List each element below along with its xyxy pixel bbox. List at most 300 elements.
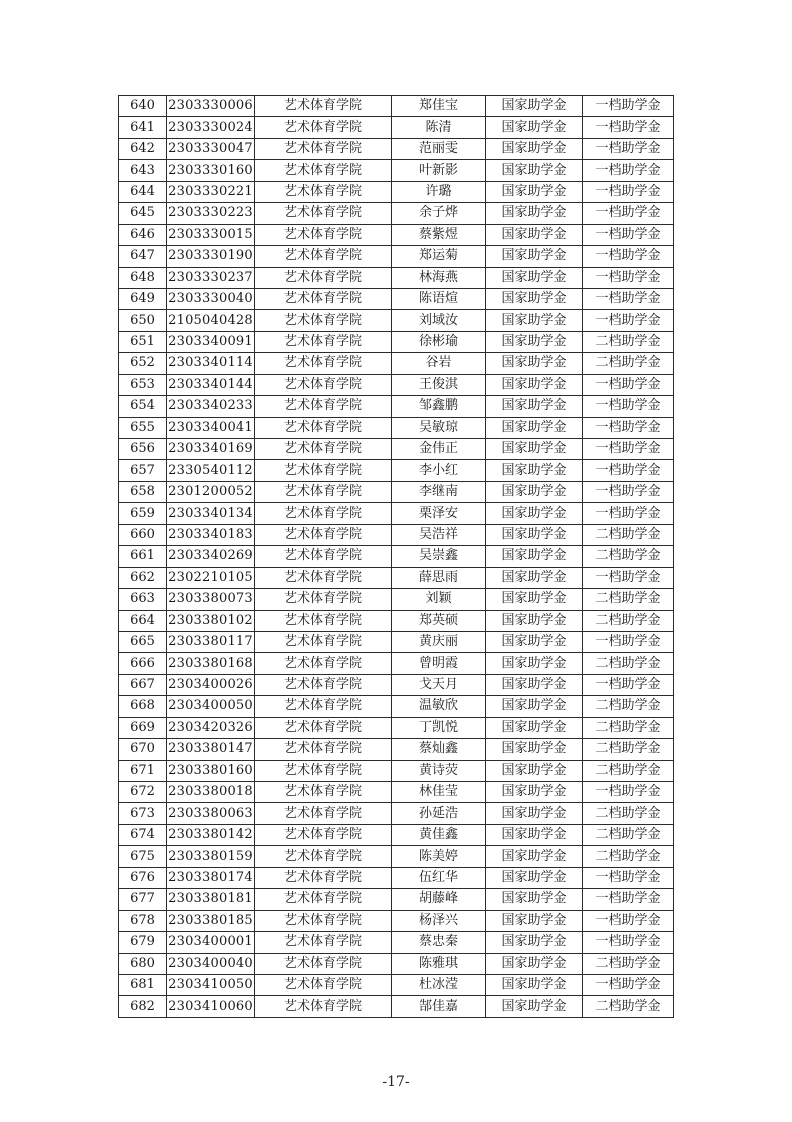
grant-level-cell: 一档助学金 [583,481,674,502]
grant-type-cell: 国家助学金 [486,782,583,803]
grant-type-cell: 国家助学金 [486,310,583,331]
student-id-cell: 2303400050 [167,696,255,717]
table-row [119,181,674,202]
student-id-cell: 2303340144 [167,374,255,395]
row-index-cell: 656 [119,439,167,460]
table-row [119,760,674,781]
grant-level-cell: 一档助学金 [583,117,674,138]
row-index-cell: 643 [119,160,167,181]
row-index-cell: 664 [119,610,167,631]
grant-type-cell: 国家助学金 [486,567,583,588]
grant-type-cell: 国家助学金 [486,653,583,674]
table-row [119,246,674,267]
student-id-cell: 2303380159 [167,846,255,867]
student-id-cell: 2303340114 [167,353,255,374]
student-id-cell: 2303340091 [167,331,255,352]
table-row [119,353,674,374]
college-cell: 艺术体育学院 [255,503,392,524]
row-index-cell: 659 [119,503,167,524]
student-id-cell: 2303340134 [167,503,255,524]
grant-type-cell: 国家助学金 [486,910,583,931]
table-row [119,803,674,824]
student-id-cell: 2303380063 [167,803,255,824]
grant-type-cell: 国家助学金 [486,224,583,245]
student-id-cell: 2303330047 [167,138,255,159]
college-cell: 艺术体育学院 [255,889,392,910]
college-cell: 艺术体育学院 [255,310,392,331]
college-cell: 艺术体育学院 [255,396,392,417]
grant-type-cell: 国家助学金 [486,117,583,138]
student-name-cell: 黄诗荧 [392,760,486,781]
row-index-cell: 648 [119,267,167,288]
student-name-cell: 蔡忠秦 [392,932,486,953]
row-index-cell: 645 [119,203,167,224]
row-index-cell: 668 [119,696,167,717]
student-id-cell: 2303380185 [167,910,255,931]
table-row [119,546,674,567]
row-index-cell: 666 [119,653,167,674]
student-name-cell: 刘颖 [392,589,486,610]
grant-level-cell: 一档助学金 [583,503,674,524]
student-id-cell: 2303380073 [167,589,255,610]
grant-level-cell: 一档助学金 [583,631,674,652]
grant-level-cell: 二档助学金 [583,610,674,631]
grant-level-cell: 二档助学金 [583,760,674,781]
table-row [119,782,674,803]
grant-type-cell: 国家助学金 [486,631,583,652]
student-name-cell: 杜冰滢 [392,974,486,995]
grant-type-cell: 国家助学金 [486,889,583,910]
student-name-cell: 胡藤峰 [392,889,486,910]
student-name-cell: 李小红 [392,460,486,481]
grant-level-cell: 一档助学金 [583,932,674,953]
college-cell: 艺术体育学院 [255,910,392,931]
student-name-cell: 郑佳宝 [392,96,486,117]
student-name-cell: 郜佳嘉 [392,996,486,1017]
table-row [119,910,674,931]
grant-type-cell: 国家助学金 [486,932,583,953]
table-row [119,138,674,159]
student-id-cell: 2303330040 [167,288,255,309]
student-id-cell: 2303410060 [167,996,255,1017]
college-cell: 艺术体育学院 [255,203,392,224]
college-cell: 艺术体育学院 [255,353,392,374]
table-row [119,481,674,502]
grant-level-cell: 一档助学金 [583,374,674,395]
grant-level-cell: 一档助学金 [583,567,674,588]
grant-level-cell: 二档助学金 [583,331,674,352]
table-row [119,331,674,352]
student-id-cell: 2303340269 [167,546,255,567]
college-cell: 艺术体育学院 [255,631,392,652]
grant-level-cell: 一档助学金 [583,246,674,267]
college-cell: 艺术体育学院 [255,653,392,674]
student-id-cell: 2303380102 [167,610,255,631]
grant-level-cell: 二档助学金 [583,653,674,674]
college-cell: 艺术体育学院 [255,96,392,117]
college-cell: 艺术体育学院 [255,374,392,395]
student-name-cell: 林佳莹 [392,782,486,803]
grant-level-cell: 一档助学金 [583,439,674,460]
student-id-cell: 2303340041 [167,417,255,438]
student-name-cell: 邹鑫鹏 [392,396,486,417]
student-id-cell: 2302210105 [167,567,255,588]
table-row [119,953,674,974]
student-name-cell: 李继南 [392,481,486,502]
row-index-cell: 669 [119,717,167,738]
grant-type-cell: 国家助学金 [486,674,583,695]
grant-type-cell: 国家助学金 [486,374,583,395]
student-id-cell: 2303380117 [167,631,255,652]
table-row [119,653,674,674]
student-id-cell: 2303340169 [167,439,255,460]
college-cell: 艺术体育学院 [255,610,392,631]
row-index-cell: 661 [119,546,167,567]
college-cell: 艺术体育学院 [255,974,392,995]
college-cell: 艺术体育学院 [255,932,392,953]
student-id-cell: 2303380147 [167,739,255,760]
table-row [119,267,674,288]
row-index-cell: 640 [119,96,167,117]
college-cell: 艺术体育学院 [255,224,392,245]
student-name-cell: 余子烨 [392,203,486,224]
college-cell: 艺术体育学院 [255,288,392,309]
college-cell: 艺术体育学院 [255,589,392,610]
grant-level-cell: 一档助学金 [583,288,674,309]
grant-type-cell: 国家助学金 [486,589,583,610]
grant-level-cell: 一档助学金 [583,138,674,159]
grant-level-cell: 一档助学金 [583,224,674,245]
table-row [119,674,674,695]
student-name-cell: 金伟正 [392,439,486,460]
grant-type-cell: 国家助学金 [486,288,583,309]
row-index-cell: 672 [119,782,167,803]
table-row [119,224,674,245]
student-id-cell: 2303340233 [167,396,255,417]
student-name-cell: 吴崇鑫 [392,546,486,567]
grant-type-cell: 国家助学金 [486,717,583,738]
grant-type-cell: 国家助学金 [486,503,583,524]
grant-level-cell: 一档助学金 [583,674,674,695]
row-index-cell: 679 [119,932,167,953]
grant-type-cell: 国家助学金 [486,739,583,760]
student-id-cell: 2303330024 [167,117,255,138]
grant-level-cell: 一档助学金 [583,310,674,331]
row-index-cell: 660 [119,524,167,545]
student-name-cell: 黄庆丽 [392,631,486,652]
student-id-cell: 2105040428 [167,310,255,331]
grant-type-cell: 国家助学金 [486,396,583,417]
grant-type-cell: 国家助学金 [486,803,583,824]
grant-level-cell: 一档助学金 [583,96,674,117]
student-name-cell: 丁凯悦 [392,717,486,738]
student-id-cell: 2303330223 [167,203,255,224]
student-id-cell: 2303340183 [167,524,255,545]
college-cell: 艺术体育学院 [255,138,392,159]
grant-level-cell: 一档助学金 [583,867,674,888]
college-cell: 艺术体育学院 [255,160,392,181]
student-name-cell: 郑运菊 [392,246,486,267]
college-cell: 艺术体育学院 [255,846,392,867]
grant-level-cell: 二档助学金 [583,803,674,824]
table-row [119,739,674,760]
row-index-cell: 657 [119,460,167,481]
grant-type-cell: 国家助学金 [486,181,583,202]
row-index-cell: 674 [119,824,167,845]
table-row [119,867,674,888]
grant-level-cell: 一档助学金 [583,974,674,995]
student-name-cell: 伍红华 [392,867,486,888]
student-name-cell: 黄佳鑫 [392,824,486,845]
row-index-cell: 678 [119,910,167,931]
student-name-cell: 林海燕 [392,267,486,288]
student-id-cell: 2303400026 [167,674,255,695]
grant-type-cell: 国家助学金 [486,867,583,888]
grant-level-cell: 一档助学金 [583,267,674,288]
table-row [119,610,674,631]
table-row [119,288,674,309]
student-name-cell: 刘域汝 [392,310,486,331]
grant-type-cell: 国家助学金 [486,610,583,631]
row-index-cell: 675 [119,846,167,867]
student-name-cell: 陈清 [392,117,486,138]
row-index-cell: 642 [119,138,167,159]
college-cell: 艺术体育学院 [255,760,392,781]
student-name-cell: 薛思雨 [392,567,486,588]
grant-level-cell: 一档助学金 [583,396,674,417]
grant-type-cell: 国家助学金 [486,846,583,867]
student-name-cell: 温敏欣 [392,696,486,717]
grant-level-cell: 二档助学金 [583,996,674,1017]
student-name-cell: 戈天月 [392,674,486,695]
grant-type-cell: 国家助学金 [486,953,583,974]
table-row [119,310,674,331]
student-id-cell: 2303330237 [167,267,255,288]
student-name-cell: 吴敏琼 [392,417,486,438]
grant-level-cell: 二档助学金 [583,589,674,610]
student-name-cell: 栗泽安 [392,503,486,524]
row-index-cell: 646 [119,224,167,245]
student-name-cell: 陈雅琪 [392,953,486,974]
student-id-cell: 2303400040 [167,953,255,974]
student-name-cell: 陈美婷 [392,846,486,867]
row-index-cell: 680 [119,953,167,974]
student-id-cell: 2303420326 [167,717,255,738]
student-id-cell: 2303380181 [167,889,255,910]
college-cell: 艺术体育学院 [255,331,392,352]
row-index-cell: 652 [119,353,167,374]
table-row [119,96,674,117]
grant-type-cell: 国家助学金 [486,439,583,460]
row-index-cell: 682 [119,996,167,1017]
row-index-cell: 671 [119,760,167,781]
table-row [119,439,674,460]
student-name-cell: 蔡灿鑫 [392,739,486,760]
table-row [119,932,674,953]
table-row [119,117,674,138]
student-id-cell: 2303330015 [167,224,255,245]
row-index-cell: 655 [119,417,167,438]
grant-type-cell: 国家助学金 [486,417,583,438]
student-id-cell: 2303330160 [167,160,255,181]
grant-level-cell: 二档助学金 [583,717,674,738]
row-index-cell: 654 [119,396,167,417]
student-id-cell: 2303380174 [167,867,255,888]
student-id-cell: 2303330190 [167,246,255,267]
grant-type-cell: 国家助学金 [486,824,583,845]
row-index-cell: 641 [119,117,167,138]
grant-level-cell: 二档助学金 [583,546,674,567]
grant-type-cell: 国家助学金 [486,331,583,352]
student-id-cell: 2303380018 [167,782,255,803]
row-index-cell: 651 [119,331,167,352]
college-cell: 艺术体育学院 [255,417,392,438]
grant-level-cell: 一档助学金 [583,181,674,202]
grant-level-cell: 二档助学金 [583,846,674,867]
scholarship-table [118,95,674,1018]
student-id-cell: 2303400001 [167,932,255,953]
table-row [119,824,674,845]
row-index-cell: 653 [119,374,167,395]
table-row [119,974,674,995]
student-id-cell: 2330540112 [167,460,255,481]
grant-type-cell: 国家助学金 [486,160,583,181]
student-id-cell: 2303380160 [167,760,255,781]
grant-type-cell: 国家助学金 [486,96,583,117]
college-cell: 艺术体育学院 [255,546,392,567]
college-cell: 艺术体育学院 [255,782,392,803]
table-body [119,96,674,1018]
grant-type-cell: 国家助学金 [486,546,583,567]
grant-level-cell: 一档助学金 [583,910,674,931]
student-name-cell: 徐彬瑜 [392,331,486,352]
row-index-cell: 673 [119,803,167,824]
student-name-cell: 叶新影 [392,160,486,181]
row-index-cell: 647 [119,246,167,267]
student-id-cell: 2303380168 [167,653,255,674]
grant-level-cell: 一档助学金 [583,782,674,803]
college-cell: 艺术体育学院 [255,824,392,845]
table-row [119,889,674,910]
table-row [119,203,674,224]
row-index-cell: 677 [119,889,167,910]
college-cell: 艺术体育学院 [255,696,392,717]
grant-type-cell: 国家助学金 [486,267,583,288]
college-cell: 艺术体育学院 [255,246,392,267]
row-index-cell: 667 [119,674,167,695]
row-index-cell: 658 [119,481,167,502]
grant-type-cell: 国家助学金 [486,696,583,717]
page-number: -17- [382,1074,410,1090]
table-row [119,160,674,181]
student-name-cell: 蔡紫煜 [392,224,486,245]
grant-type-cell: 国家助学金 [486,460,583,481]
row-index-cell: 663 [119,589,167,610]
grant-type-cell: 国家助学金 [486,138,583,159]
grant-level-cell: 二档助学金 [583,696,674,717]
grant-level-cell: 一档助学金 [583,203,674,224]
college-cell: 艺术体育学院 [255,996,392,1017]
college-cell: 艺术体育学院 [255,717,392,738]
table-row [119,631,674,652]
table-row [119,589,674,610]
table-row [119,717,674,738]
college-cell: 艺术体育学院 [255,524,392,545]
grant-type-cell: 国家助学金 [486,974,583,995]
student-id-cell: 2301200052 [167,481,255,502]
student-name-cell: 曾明霞 [392,653,486,674]
row-index-cell: 665 [119,631,167,652]
row-index-cell: 681 [119,974,167,995]
student-name-cell: 孙延浩 [392,803,486,824]
college-cell: 艺术体育学院 [255,867,392,888]
student-name-cell: 王俊淇 [392,374,486,395]
student-name-cell: 郑英硕 [392,610,486,631]
table-row [119,396,674,417]
student-id-cell: 2303330221 [167,181,255,202]
row-index-cell: 649 [119,288,167,309]
college-cell: 艺术体育学院 [255,674,392,695]
row-index-cell: 662 [119,567,167,588]
student-id-cell: 2303330006 [167,96,255,117]
table-row [119,567,674,588]
grant-type-cell: 国家助学金 [486,353,583,374]
student-name-cell: 杨泽兴 [392,910,486,931]
table-row [119,417,674,438]
grant-level-cell: 二档助学金 [583,524,674,545]
grant-level-cell: 一档助学金 [583,460,674,481]
table-row [119,996,674,1017]
college-cell: 艺术体育学院 [255,181,392,202]
grant-type-cell: 国家助学金 [486,246,583,267]
table-row [119,524,674,545]
college-cell: 艺术体育学院 [255,803,392,824]
grant-type-cell: 国家助学金 [486,524,583,545]
grant-level-cell: 二档助学金 [583,824,674,845]
college-cell: 艺术体育学院 [255,739,392,760]
grant-level-cell: 二档助学金 [583,353,674,374]
grant-level-cell: 二档助学金 [583,739,674,760]
student-name-cell: 谷岩 [392,353,486,374]
table-row [119,846,674,867]
student-id-cell: 2303410050 [167,974,255,995]
table-row [119,374,674,395]
student-name-cell: 吴浩祥 [392,524,486,545]
row-index-cell: 670 [119,739,167,760]
college-cell: 艺术体育学院 [255,267,392,288]
student-name-cell: 许璐 [392,181,486,202]
college-cell: 艺术体育学院 [255,567,392,588]
grant-level-cell: 一档助学金 [583,160,674,181]
row-index-cell: 644 [119,181,167,202]
college-cell: 艺术体育学院 [255,117,392,138]
college-cell: 艺术体育学院 [255,460,392,481]
student-name-cell: 陈语煊 [392,288,486,309]
grant-level-cell: 一档助学金 [583,889,674,910]
table-row [119,696,674,717]
college-cell: 艺术体育学院 [255,439,392,460]
table-row [119,503,674,524]
grant-type-cell: 国家助学金 [486,996,583,1017]
college-cell: 艺术体育学院 [255,953,392,974]
grant-type-cell: 国家助学金 [486,481,583,502]
student-name-cell: 范丽雯 [392,138,486,159]
row-index-cell: 650 [119,310,167,331]
grant-level-cell: 二档助学金 [583,953,674,974]
row-index-cell: 676 [119,867,167,888]
table-row [119,460,674,481]
grant-level-cell: 一档助学金 [583,417,674,438]
